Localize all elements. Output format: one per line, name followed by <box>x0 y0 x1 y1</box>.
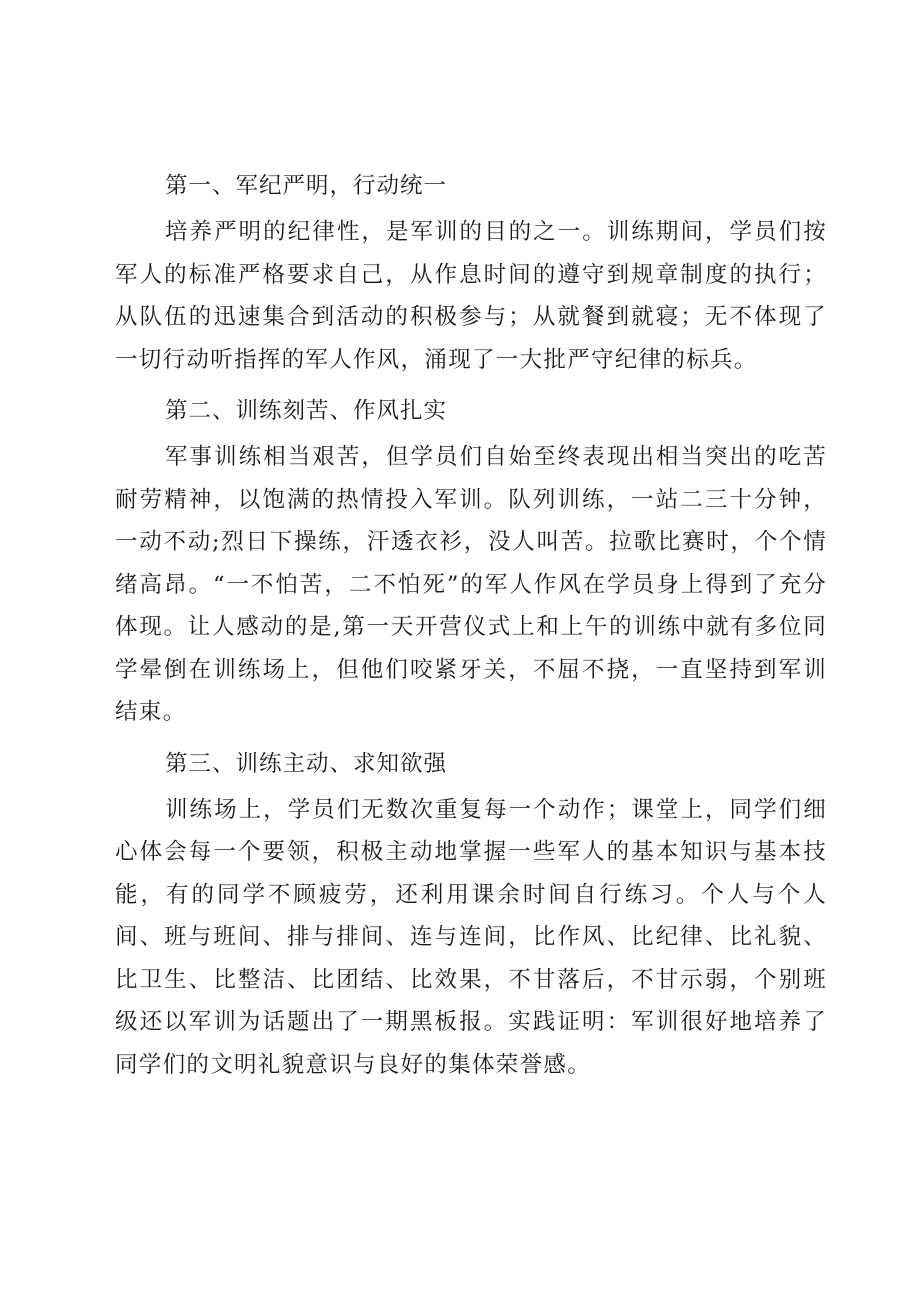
section-paragraph-1: 培养严明的纪律性，是军训的目的之一。训练期间，学员们按军人的标准严格要求自己，从作息时间的遵守到规章制度的执行；从队伍的迅速集合到活动的积极参与；从就餐到就寝；无不体现了一切行动听指挥的军人作风，涌现了一大批严守纪律的标兵。 <box>115 219 827 373</box>
section-heading-1: 第一、军纪严明，行动统一 <box>165 173 448 199</box>
section-paragraph-2: 军事训练相当艰苦，但学员们自始至终表现出相当突出的吃苦耐劳精神，以饱满的热情投入军训。队列训练，一站二三十分钟，一动不动;烈日下操练，汗透衣衫，没人叫苦。拉歌比赛时，个个情绪高昂。“一不怕苦，二不怕死”的军人作风在学员身上得到了充分体现。让人感动的是,第一天开营仪式上和上午的训练中就有多位同学晕倒在训练场上，但他们咬紧牙关，不屈不挠，一直坚持到军训结束。 <box>115 444 827 725</box>
section-paragraph-3: 训练场上，学员们无数次重复每一个动作；课堂上，同学们细心体会每一个要领，积极主动地掌握一些军人的基本知识与基本技能，有的同学不顾疲劳，还利用课余时间自行练习。个人与个人间、班与班间、排与排间、连与连间，比作风、比纪律、比礼貌、比卫生、比整洁、比团结、比效果，不甘落后，不甘示弱，个别班级还以军训为话题出了一期黑板报。实践证明：军训很好地培养了同学们的文明礼貌意识与良好的集体荣誉感。 <box>115 796 827 1078</box>
section-heading-2: 第二、训练刻苦、作风扎实 <box>165 398 448 424</box>
section-heading-3: 第三、训练主动、求知欲强 <box>165 750 448 777</box>
document-body <box>115 163 827 1093</box>
